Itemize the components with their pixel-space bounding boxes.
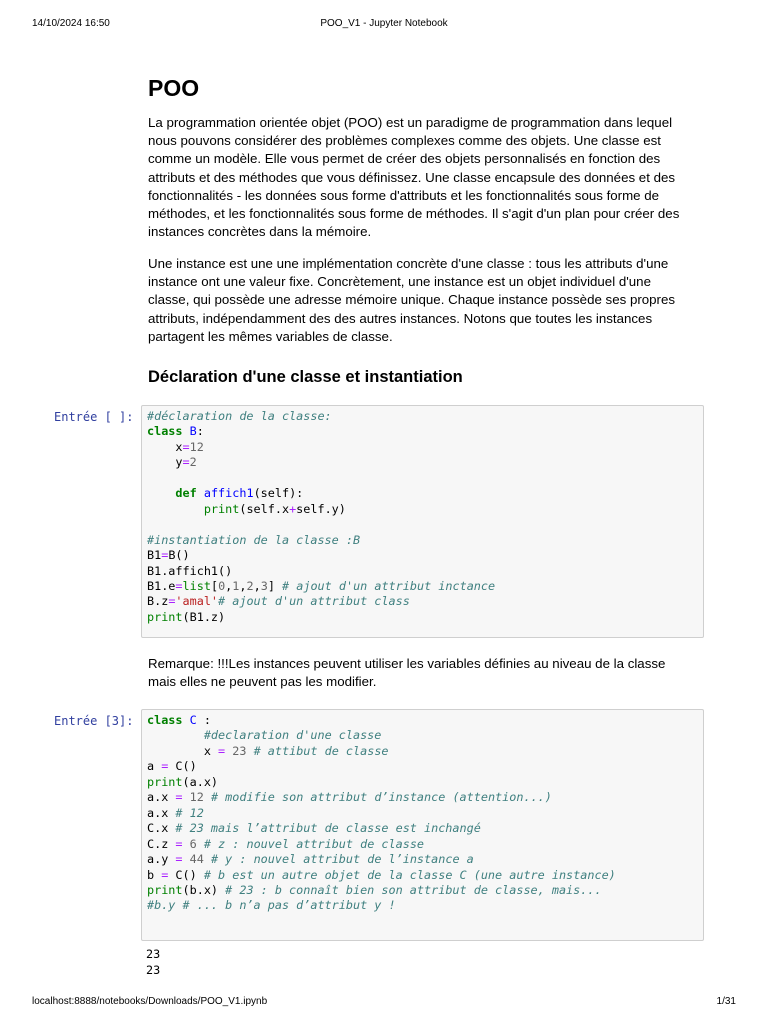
cell-2-output: 23 23 bbox=[146, 947, 161, 977]
section-heading: Déclaration d'une classe et instantiation bbox=[148, 368, 463, 386]
print-datetime: 14/10/2024 16:50 bbox=[32, 18, 110, 29]
code-cell-2[interactable] bbox=[141, 709, 704, 941]
print-page-number: 1/31 bbox=[716, 996, 736, 1007]
intro-paragraph: La programmation orientée objet (POO) est un paradigme de programmation dans lequel nous pouvons considérer des problèmes complexes comme des objets. Une classe est comme un modèle. Elle vous permet de créer des objets personnalisés en fonction des attributs et des méthodes que vous définissez. Une classe encapsule des données et des fonctionnalités - les données sous forme d'attributs et les fonctionnalités sous forme de méthodes, et les fonctionnalités sous forme de méthodes. Il s'agit d'un plan pour créer des instances concrètes dans la mémoire. bbox=[148, 115, 680, 240]
print-url: localhost:8888/notebooks/Downloads/POO_V1.ipynb bbox=[32, 996, 268, 1007]
cell-1-prompt: Entrée [ ]: bbox=[54, 410, 134, 424]
remark-paragraph: Remarque: !!!Les instances peuvent utiliser les variables définies au niveau de la classe mais elles ne peuvent pas les modifier. bbox=[148, 656, 666, 690]
notebook-title: POO bbox=[148, 75, 200, 101]
instance-paragraph: Une instance est une une implémentation concrète d'une classe : tous les attributs d'une instance ont une valeur fixe. Concrètement, une instance est un objet individuel d'une classe, qui possède une adresse mémoire unique. Chaque instance possède ses propres attributs, indépendamment des des autres instances. Notons que toutes les instances partagent les mêmes variables de classe. bbox=[148, 256, 676, 344]
code-cell-1[interactable] bbox=[141, 405, 704, 638]
print-page-title: POO_V1 - Jupyter Notebook bbox=[320, 18, 448, 29]
code-cell-1-source[interactable]: #déclaration de la classe: class B: x=12 y=2 def affich1(self): print(self.x+self.y) #instantiation de la classe :B B1=B() B1.affich1() B1.e=list[0,1,2,3] # ajout d'un attribut inctance B.z='amal'# ajout d'un attribut class print(B1.z) bbox=[147, 409, 496, 624]
code-cell-2-source[interactable]: class C : #declaration d'une classe x = 23 # attibut de classe a = C() print(a.x) a.x = 12 # modifie son attribut d’instance (attention...) a.x # 12 C.x # 23 mais l’attribut de classe est inchangé C.z = 6 # z : nouvel attribut de classe a.y = 44 # y : nouvel attribut de l’instance a b = C() # b est un autre objet de la classe C (une autre instance) print(b.x) # 23 : b connaît bien son attribut de classe, mais... #b.y # ... b n’a pas d’attribut y ! bbox=[147, 713, 616, 913]
cell-2-prompt: Entrée [3]: bbox=[54, 714, 134, 728]
